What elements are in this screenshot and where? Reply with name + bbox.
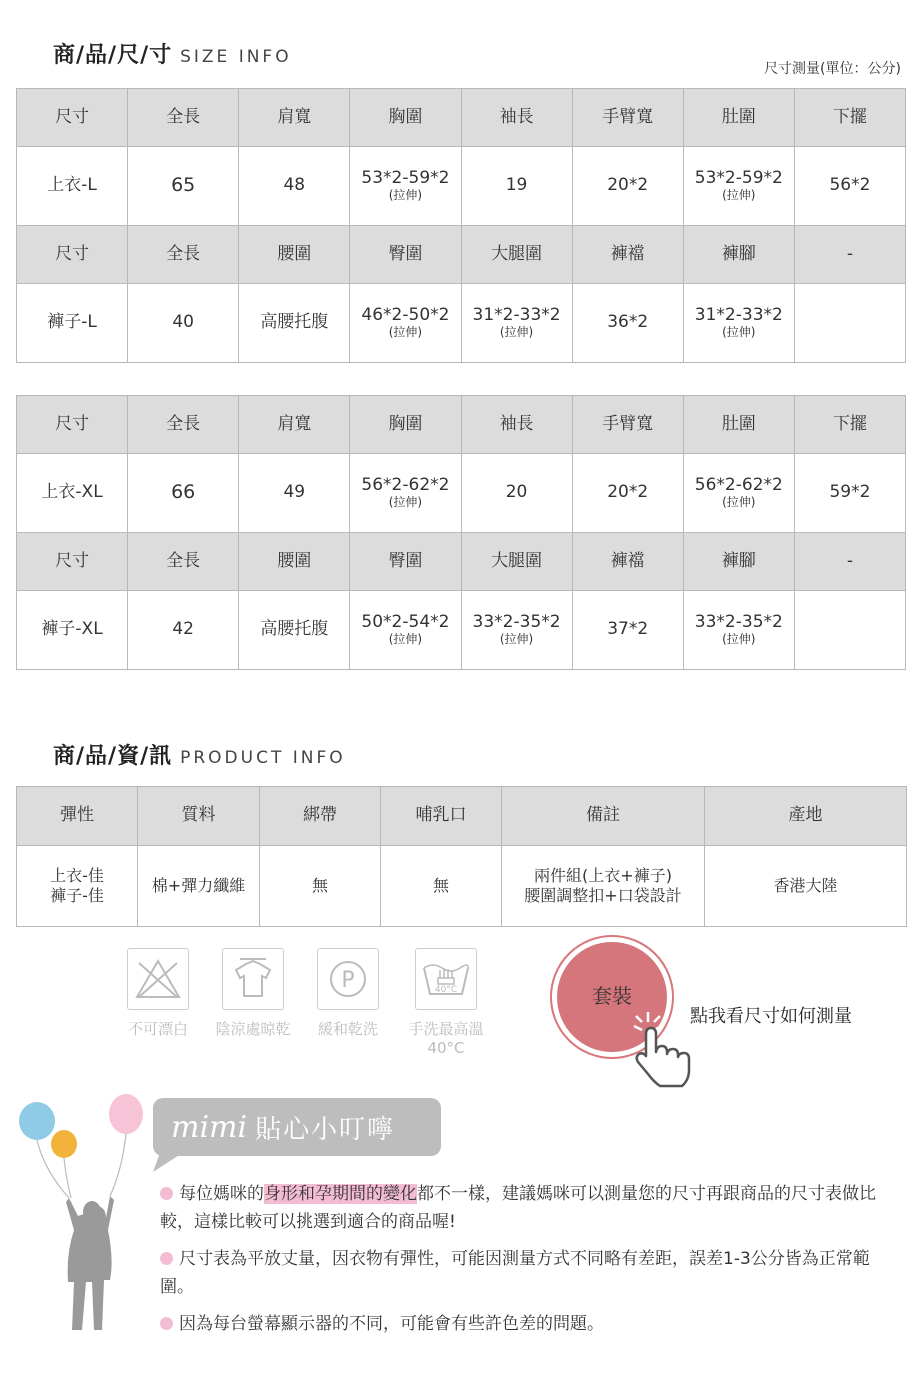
size-cell-value: 37*2 [607, 619, 649, 640]
size-header-row [17, 396, 906, 454]
size-header-cell: 袖長 [461, 396, 572, 454]
product-cell-line: 棉+彈力纖維 [151, 876, 246, 895]
size-cell [17, 591, 128, 670]
bubble-tail [153, 1150, 193, 1178]
size-cell [683, 454, 794, 533]
size-cell-value: 33*2-35*2 [472, 611, 561, 632]
size-cell [572, 284, 683, 363]
product-info-table [16, 786, 907, 927]
size-cell-value: 高腰托腹 [260, 619, 329, 640]
size-cell-value: 40 [172, 312, 194, 333]
size-cell [572, 591, 683, 670]
size-cell [350, 147, 461, 226]
hand-wash-temp: 40°C [434, 985, 458, 995]
size-header-cell: - [794, 226, 905, 284]
size-cell [683, 591, 794, 670]
size-cell-value: 50*2-54*2 [361, 611, 450, 632]
size-cell-value: 65 [171, 174, 196, 197]
product-cell [502, 846, 705, 927]
tip-1-text-rest: 都不一樣，建議媽咪可以測量您的尺寸再跟商品的尺寸表做比較，這樣比較可以挑選到適合的商品喔! [160, 1184, 876, 1232]
size-cell [572, 454, 683, 533]
product-header-cell: 彈性 [17, 787, 138, 846]
size-cell-value: 36*2 [607, 312, 649, 333]
size-cell-value: 48 [283, 175, 306, 196]
size-cell [461, 284, 572, 363]
care-hand-wash [398, 948, 494, 1057]
product-cell-line: 腰圍調整扣+口袋設計 [524, 886, 682, 905]
product-data-row [17, 846, 907, 927]
size-cell-note: (拉伸) [388, 632, 423, 647]
size-cell [239, 284, 350, 363]
girl-balloons-illustration [14, 1090, 154, 1344]
size-header-cell: 全長 [128, 226, 239, 284]
size-header-cell: 肚圍 [683, 89, 794, 147]
svg-text:P: P [341, 968, 355, 993]
size-cell-value: 42 [172, 619, 194, 640]
product-cell-line: 無 [432, 876, 449, 895]
size-header-cell: 褲腳 [683, 533, 794, 591]
size-cell-value: 31*2-33*2 [694, 304, 783, 325]
size-cell-value: 19 [505, 175, 528, 196]
care-no-bleach [118, 948, 198, 1039]
size-cell-value: 上衣-L [47, 175, 97, 196]
size-header-cell: 肚圍 [683, 396, 794, 454]
tip-note-1 [160, 1180, 890, 1236]
tip-note-2 [160, 1245, 890, 1301]
size-header-cell: 下擺 [794, 89, 905, 147]
size-cell-value: 高腰托腹 [260, 312, 329, 333]
size-cell-value: 56*2-62*2 [694, 474, 783, 495]
size-cell-value: 20*2 [607, 482, 649, 503]
product-cell-line: 兩件組(上衣+褲子) [534, 866, 672, 885]
size-cell [794, 454, 905, 533]
size-cell-note: (拉伸) [722, 325, 756, 340]
product-cell-line: 褲子-佳 [50, 886, 104, 905]
product-title-text: 商/品/資/訊 [53, 744, 173, 769]
size-data-row [17, 591, 906, 670]
size-cell [17, 284, 128, 363]
size-header-cell: 褲襠 [572, 226, 683, 284]
size-cell [461, 454, 572, 533]
size-header-cell: 手臂寬 [572, 396, 683, 454]
product-header-cell: 質料 [138, 787, 260, 846]
product-cell [138, 846, 260, 927]
product-header-cell: 哺乳口 [381, 787, 502, 846]
size-cell-value: 褲子-L [47, 312, 97, 333]
gentle-dry-clean-icon [317, 948, 379, 1010]
size-cell [350, 591, 461, 670]
product-header-row [17, 787, 907, 846]
bullet-icon [160, 1252, 173, 1265]
size-header-cell: 肩寬 [239, 89, 350, 147]
size-table-l [16, 88, 906, 363]
size-cell [128, 454, 239, 533]
size-data-row [17, 147, 906, 226]
size-subtitle: SIZE INFO [180, 47, 292, 67]
size-cell [794, 284, 905, 363]
care-label: 陰涼處晾乾 [215, 1020, 291, 1038]
tips-title: 貼心小叮嚀 [255, 1114, 396, 1145]
product-cell-line: 無 [311, 876, 328, 895]
care-label: 不可漂白 [127, 1020, 188, 1038]
size-cell-value: 49 [283, 482, 306, 503]
size-header-cell: 大腿圍 [461, 533, 572, 591]
tip-2-text: 尺寸表為平放丈量，因衣物有彈性，可能因測量方式不同略有差距，誤差1-3公分皆為正常範圍。 [160, 1249, 870, 1297]
product-cell [260, 846, 381, 927]
size-cell-value: 20 [505, 482, 528, 503]
size-cell [683, 284, 794, 363]
care-gentle-dry-clean [308, 948, 388, 1039]
care-label-temp: 40°C [427, 1039, 465, 1057]
size-header-cell: 尺寸 [17, 89, 128, 147]
product-header-cell: 綁帶 [260, 787, 381, 846]
size-cell-value: 20*2 [607, 175, 649, 196]
size-header-cell: 胸圍 [350, 396, 461, 454]
size-cell [461, 591, 572, 670]
size-header-cell: 褲腳 [683, 226, 794, 284]
size-header-cell: 大腿圍 [461, 226, 572, 284]
size-cell-note: (拉伸) [499, 325, 534, 340]
size-cell [350, 284, 461, 363]
size-cell-value: 53*2-59*2 [361, 167, 450, 188]
size-cell-note: (拉伸) [388, 495, 423, 510]
care-label: 緩和乾洗 [317, 1020, 378, 1038]
size-data-row [17, 284, 906, 363]
size-header-cell: 臀圍 [350, 226, 461, 284]
size-cell [128, 147, 239, 226]
yellow-balloon-icon [51, 1130, 77, 1158]
tip-3-text: 因為每台螢幕顯示器的不同，可能會有些許色差的問題。 [179, 1314, 604, 1334]
size-section-title [53, 38, 292, 69]
size-cell-value: 33*2-35*2 [694, 611, 783, 632]
tips-brand: mimi [171, 1109, 248, 1145]
size-cell-value: 褲子-XL [41, 619, 103, 640]
tip-1-highlight: 身形和孕期間的變化 [264, 1184, 417, 1204]
size-cell-note: (拉伸) [499, 632, 534, 647]
size-header-cell: 肩寬 [239, 396, 350, 454]
size-header-row [17, 533, 906, 591]
pink-balloon-icon [109, 1094, 143, 1134]
size-cell-value: 上衣-XL [41, 482, 103, 503]
size-title-text: 商/品/尺/寸 [53, 43, 173, 68]
size-cell [17, 147, 128, 226]
size-header-cell: 腰圍 [239, 226, 350, 284]
blue-balloon-icon [19, 1102, 55, 1140]
size-data-row [17, 454, 906, 533]
size-cell [461, 147, 572, 226]
size-cell-note: (拉伸) [722, 188, 756, 203]
bullet-icon [160, 1187, 173, 1200]
size-cell [239, 591, 350, 670]
size-cell [128, 284, 239, 363]
size-cell-note: (拉伸) [722, 632, 756, 647]
size-header-cell: 胸圍 [350, 89, 461, 147]
product-cell-line: 上衣-佳 [50, 866, 104, 885]
size-header-cell: 全長 [128, 396, 239, 454]
size-header-cell: 全長 [128, 533, 239, 591]
size-header-cell: 尺寸 [17, 533, 128, 591]
size-cell-note: (拉伸) [388, 188, 423, 203]
product-section-title [53, 739, 346, 770]
size-cell [128, 591, 239, 670]
size-header-cell: 臀圍 [350, 533, 461, 591]
size-cell-note: (拉伸) [388, 325, 423, 340]
size-header-cell: 全長 [128, 89, 239, 147]
size-cell [17, 454, 128, 533]
size-cell [572, 147, 683, 226]
size-cell-value: 53*2-59*2 [694, 167, 783, 188]
size-header-cell: 褲襠 [572, 533, 683, 591]
size-cell [683, 147, 794, 226]
size-header-cell: 袖長 [461, 89, 572, 147]
size-cell-note: (拉伸) [722, 495, 756, 510]
care-label: 手洗最高溫 [408, 1020, 484, 1038]
product-cell [381, 846, 502, 927]
hand-wash-40-icon [415, 948, 477, 1010]
size-header-cell: 下擺 [794, 396, 905, 454]
product-cell [705, 846, 907, 927]
size-cell [794, 591, 905, 670]
product-cell [17, 846, 138, 927]
size-cell-value: 59*2 [829, 482, 871, 503]
product-header-cell: 產地 [705, 787, 907, 846]
size-cell-value: 31*2-33*2 [472, 304, 561, 325]
dry-in-shade-icon [222, 948, 284, 1010]
size-table-xl [16, 395, 906, 670]
size-cell [794, 147, 905, 226]
bullet-icon [160, 1317, 173, 1330]
size-cell [239, 147, 350, 226]
size-cell-value: 56*2-62*2 [361, 474, 450, 495]
tip-1-text: 每位媽咪的 [179, 1184, 264, 1204]
product-header-cell: 備註 [502, 787, 705, 846]
size-header-cell: 尺寸 [17, 396, 128, 454]
measure-guide-link[interactable]: 點我看尺寸如何測量 [690, 1006, 852, 1027]
product-cell-line: 香港大陸 [773, 876, 838, 895]
size-header-cell: 尺寸 [17, 226, 128, 284]
tips-bubble [153, 1098, 441, 1156]
size-cell-value: 66 [171, 481, 196, 504]
size-header-row [17, 89, 906, 147]
unit-note: 尺寸測量(單位：公分) [764, 61, 901, 77]
care-dry-shade [207, 948, 299, 1039]
no-bleach-icon [127, 948, 189, 1010]
product-subtitle: PRODUCT INFO [180, 748, 346, 768]
size-header-row [17, 226, 906, 284]
tip-note-3 [160, 1310, 890, 1338]
size-header-cell: 手臂寬 [572, 89, 683, 147]
size-cell [350, 454, 461, 533]
size-cell-value: 56*2 [829, 175, 871, 196]
size-header-cell: 腰圍 [239, 533, 350, 591]
size-cell-value: 46*2-50*2 [361, 304, 450, 325]
set-badge-label: 套裝 [592, 983, 632, 1008]
size-header-cell: - [794, 533, 905, 591]
size-cell [239, 454, 350, 533]
